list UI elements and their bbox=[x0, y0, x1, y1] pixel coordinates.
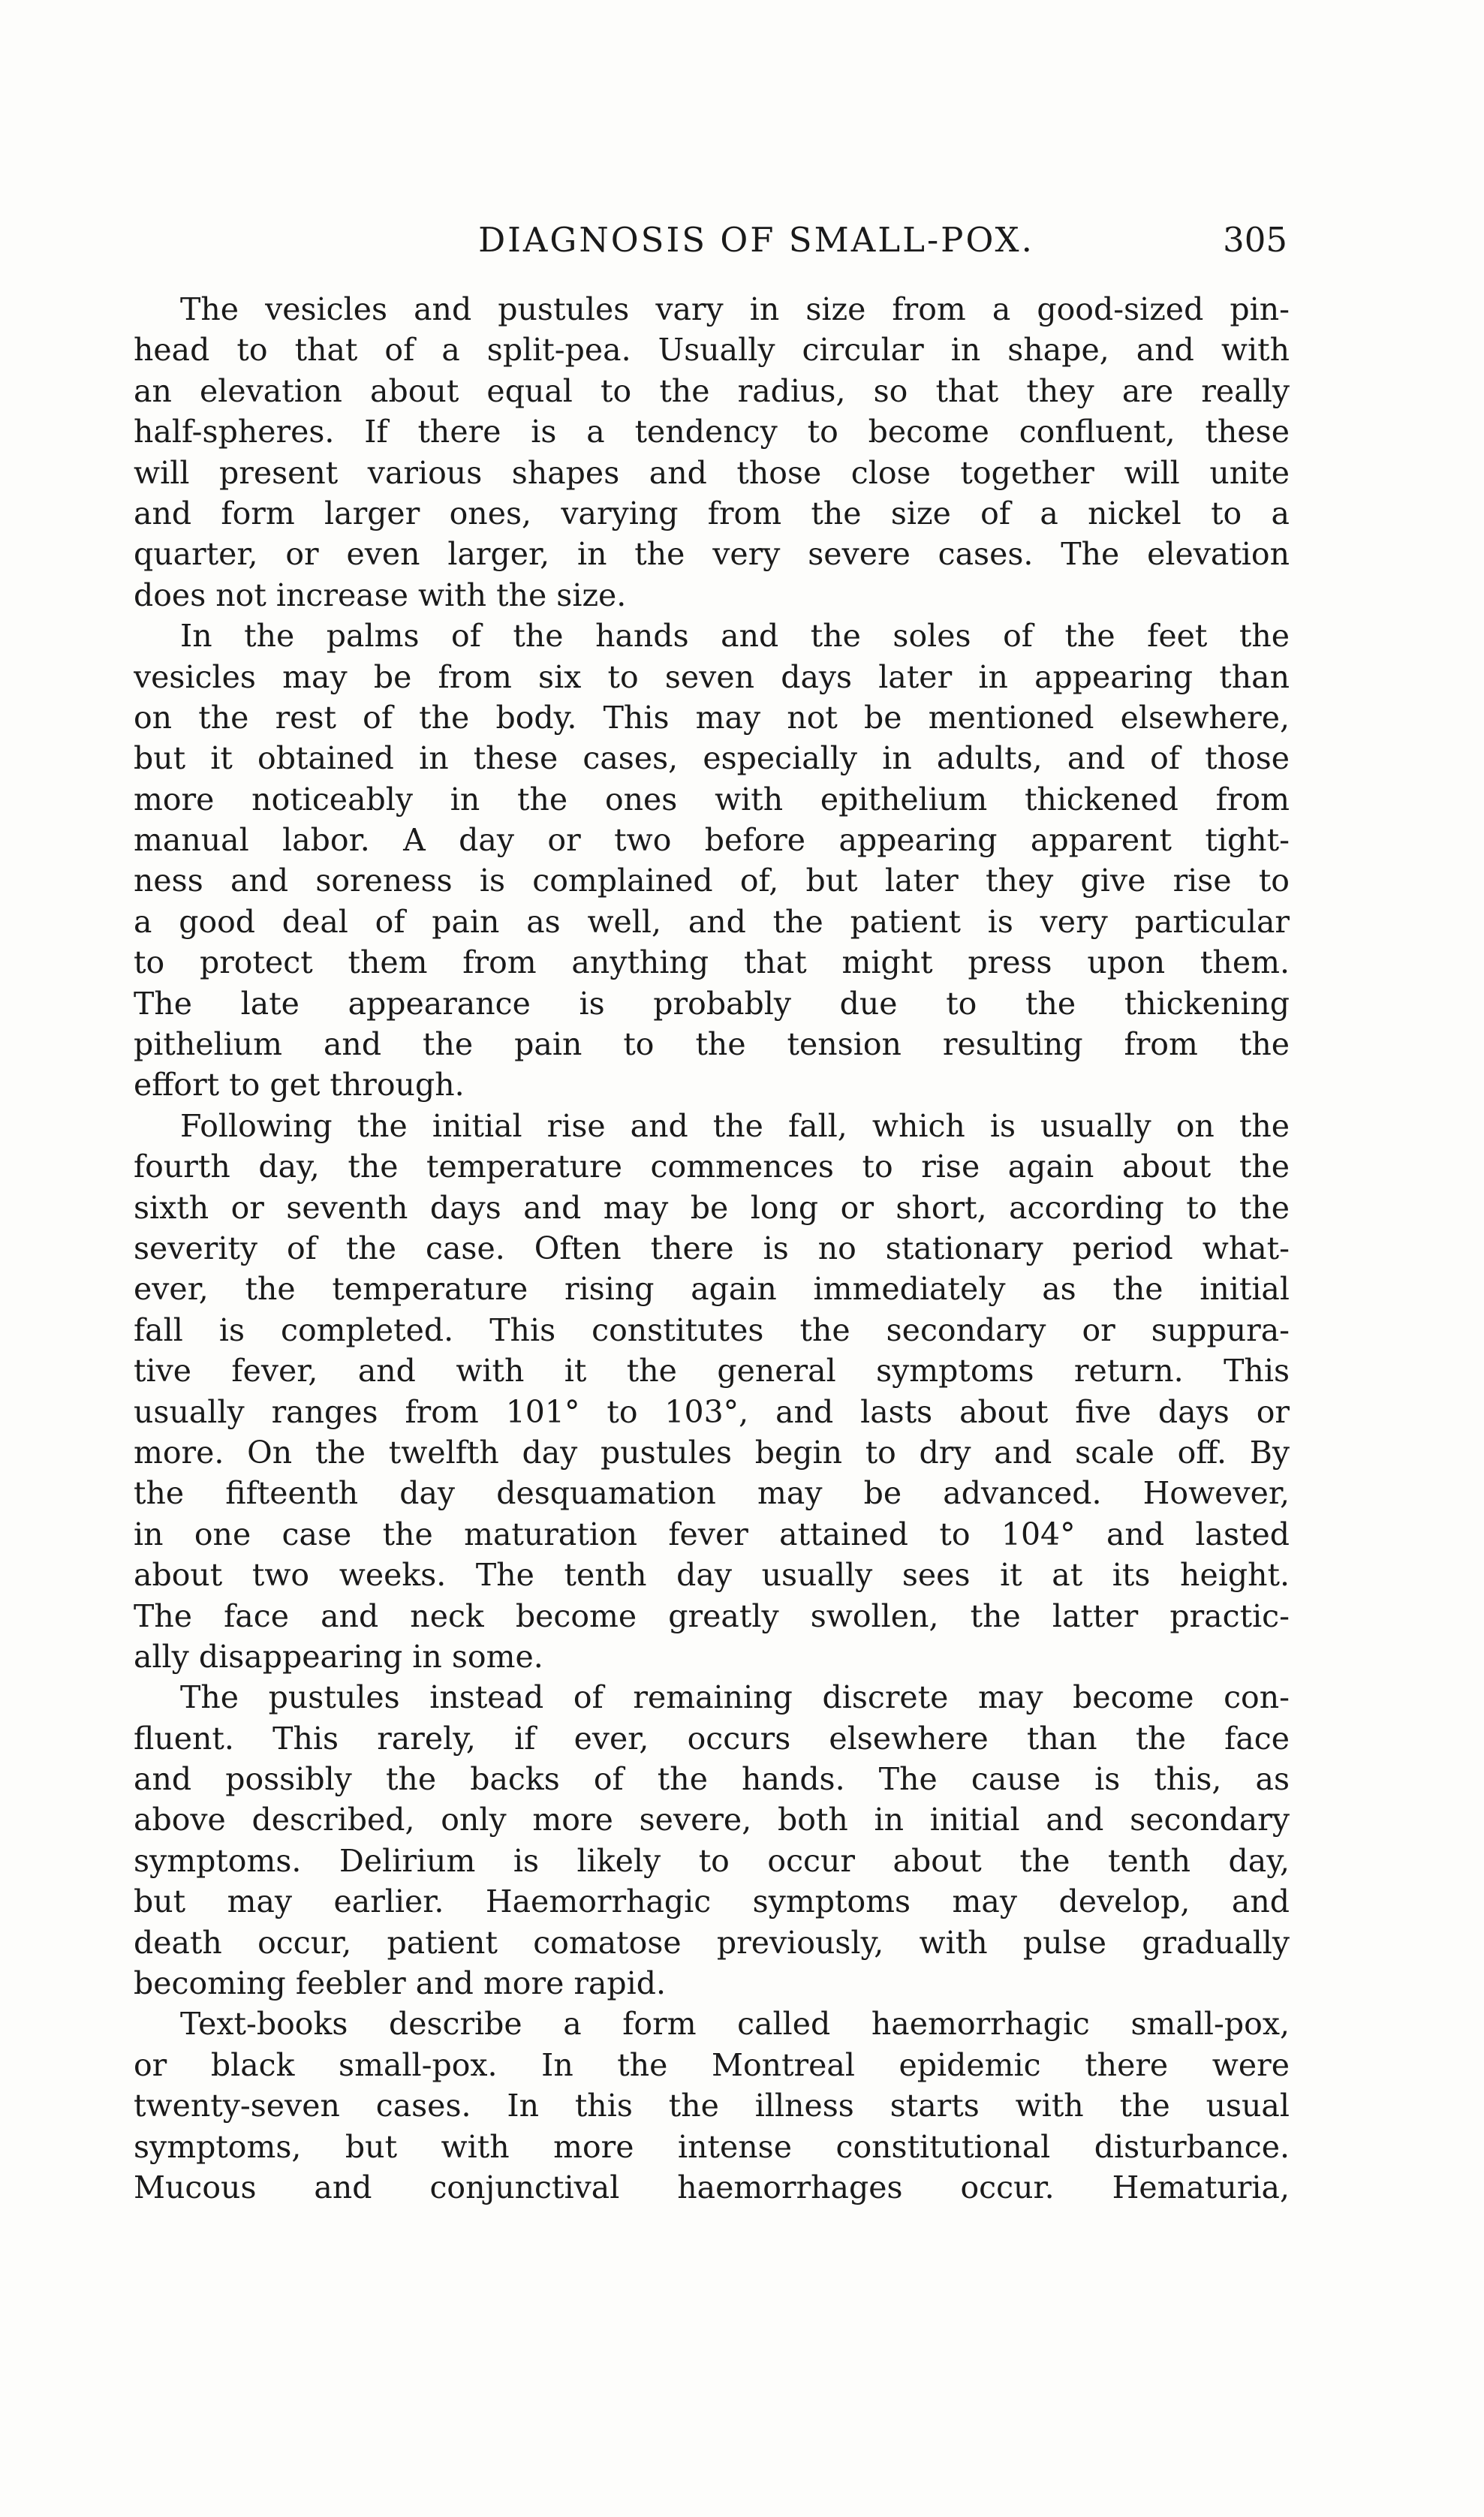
text-line: ever, the temperature rising again immediately as the initial bbox=[134, 1271, 1290, 1308]
text-line: more. On the twelfth day pustules begin to dry and scale off. By bbox=[134, 1434, 1290, 1471]
text-line: head to that of a split-pea. Usually circular in shape, and with bbox=[134, 332, 1290, 369]
text-line: becoming feebler and more rapid. bbox=[134, 1965, 667, 2002]
text-line: fluent. This rarely, if ever, occurs elsewhere than the face bbox=[134, 1720, 1290, 1757]
text-line: but may earlier. Haemorrhagic symptoms may develop, and bbox=[134, 1883, 1290, 1920]
text-line: does not increase with the size. bbox=[134, 577, 627, 613]
text-line: pithelium and the pain to the tension resulting from the bbox=[134, 1026, 1290, 1063]
text-line: severity of the case. Often there is no stationary period what- bbox=[134, 1230, 1290, 1266]
text-line: on the rest of the body. This may not be mentioned elsewhere, bbox=[134, 699, 1290, 736]
text-line: death occur, patient comatose previously, with pulse gradually bbox=[134, 1924, 1290, 1961]
text-line: quarter, or even larger, in the very severe cases. The elevation bbox=[134, 536, 1290, 573]
text-line: a good deal of pain as well, and the patient is very particular bbox=[134, 903, 1290, 940]
text-line: symptoms. Delirium is likely to occur about the tenth day, bbox=[134, 1842, 1290, 1879]
text-line: the fifteenth day desquamation may be advanced. However, bbox=[134, 1475, 1290, 1512]
text-line: usually ranges from 101° to 103°, and lasts about five days or bbox=[134, 1393, 1290, 1430]
text-line: but it obtained in these cases, especially in adults, and of those bbox=[134, 740, 1290, 777]
text-line: sixth or seventh days and may be long or short, according to the bbox=[134, 1189, 1290, 1226]
text-line: The pustules instead of remaining discrete may become con- bbox=[180, 1679, 1290, 1716]
text-line: Text-books describe a form called haemorrhagic small-pox, bbox=[180, 2006, 1290, 2043]
text-line: tive fever, and with it the general symptoms return. This bbox=[134, 1353, 1290, 1389]
running-title: DIAGNOSIS OF SMALL-POX. bbox=[478, 220, 1034, 260]
text-line: in one case the maturation fever attained to 104° and lasted bbox=[134, 1516, 1290, 1552]
text-line: vesicles may be from six to seven days later in appearing than bbox=[134, 658, 1290, 695]
text-line: The face and neck become greatly swollen, the latter practic- bbox=[134, 1597, 1290, 1634]
text-line: In the palms of the hands and the soles of the feet the bbox=[180, 618, 1290, 655]
text-line: fall is completed. This constitutes the secondary or suppura- bbox=[134, 1311, 1290, 1348]
paragraph bbox=[134, 289, 1290, 616]
text-line: effort to get through. bbox=[134, 1067, 465, 1103]
text-line: ness and soreness is complained of, but later they give rise to bbox=[134, 863, 1290, 899]
text-line: about two weeks. The tenth day usually sees it at its height. bbox=[134, 1557, 1290, 1594]
text-line: The late appearance is probably due to the thickening bbox=[134, 985, 1290, 1022]
text-line: and form larger ones, varying from the size of a nickel to a bbox=[134, 495, 1290, 531]
text-line: twenty-seven cases. In this the illness starts with the usual bbox=[134, 2088, 1290, 2124]
text-line: Mucous and conjunctival haemorrhages occur. Hematuria, bbox=[134, 2169, 1290, 2205]
text-line: an elevation about equal to the radius, so that they are really bbox=[134, 372, 1290, 409]
text-line: or black small-pox. In the Montreal epidemic there were bbox=[134, 2046, 1290, 2083]
text-line: fourth day, the temperature commences to rise again about the bbox=[134, 1149, 1290, 1185]
text-line: manual labor. A day or two before appearing apparent tight- bbox=[134, 822, 1290, 859]
paragraph bbox=[134, 2004, 1290, 2208]
page-number: 305 bbox=[1223, 220, 1287, 260]
paragraph bbox=[134, 1677, 1290, 2004]
text-line: and possibly the backs of the hands. The cause is this, as bbox=[134, 1761, 1290, 1798]
text-line: Following the initial rise and the fall, which is usually on the bbox=[180, 1107, 1290, 1144]
text-line: to protect them from anything that might press upon them. bbox=[134, 944, 1290, 981]
text-line: above described, only more severe, both in initial and secondary bbox=[134, 1802, 1290, 1838]
page-header bbox=[135, 210, 1287, 270]
paragraph bbox=[134, 1106, 1290, 1677]
text-line: symptoms, but with more intense constitutional disturbance. bbox=[134, 2128, 1290, 2165]
body-text bbox=[134, 289, 1290, 2208]
text-line: The vesicles and pustules vary in size from a good-sized pin- bbox=[180, 291, 1290, 327]
text-line: ally disappearing in some. bbox=[134, 1638, 543, 1675]
paragraph bbox=[134, 616, 1290, 1106]
text-line: half-spheres. If there is a tendency to become confluent, these bbox=[134, 414, 1290, 450]
text-line: will present various shapes and those close together will unite bbox=[134, 454, 1290, 491]
text-line: more noticeably in the ones with epithelium thickened from bbox=[134, 781, 1290, 817]
